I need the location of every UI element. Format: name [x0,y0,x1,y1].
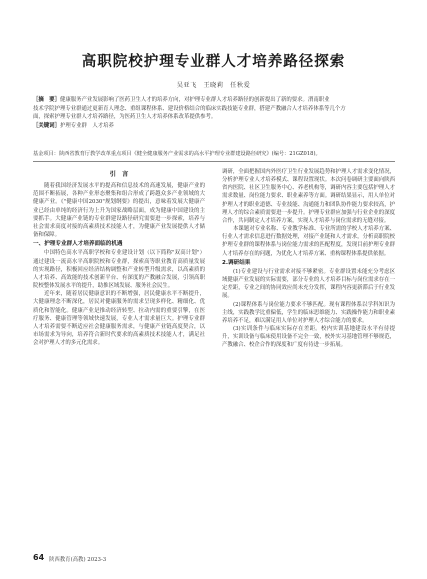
right-column-paragraph: (3)实训条件与临床实际存在差距。校内实训基地建设水平有待提升，实训设备与临床使用设备不完全一致，校外实习基地管理不够规范，产教融合、校企合作的深度和广度有待进一步拓展。 [222,325,395,349]
paper-authors: 吴亚飞 王晓莉 任秋爱 [176,82,251,89]
left-column-paragraph: 近年来，随着居民健康意识的不断增强，居民健康水平不断提升，大健康理念不断深化，居民对健康服务的需求呈现多样化、精细化、优质化和智能化。健康产业是推动经济转型、拉动内需的重要引擎，在医疗服务、健康管理等领域快速发展，专业人才需求量巨大。护理专业群人才培养需要不断适应社会健康服务需求，与健康产业链高度契合，以市场需求为导向，培养符合新时代要求的高素质技术技能人才，满足社会对护理人才的多元化需求。 [33,291,205,347]
right-column-subheading: 2.调研结果 [222,259,251,266]
left-column-heading: 引 言 [109,171,129,178]
right-column-paragraph: (2)课程体系与岗位能力要求不够匹配。现有课程体系以学科知识为主线，实践教学比重偏低，学生的临床思维能力、实践操作能力和职业素养培养不足，难以满足用人单位对护理人才综合能力的要求。 [222,301,395,324]
abstract-line-1 [33,96,395,105]
right-column [222,168,395,349]
abstract-block [33,96,395,130]
journal-name: 陕西教育(高教) 2023-3 [49,556,107,563]
right-column-paragraph: 本课题对专业名称、专业教学标准、专业所需的学校人才培养方案、行业人才需求信息进行数据处理，对接产业链和人才需求，分析高职院校护理专业群的课程体系与岗位能力需求的匹配程度，发现目前护理专业群人才培养存在的问题，为优化人才培养方案、重构课程体系提供依据。 [222,226,395,257]
keywords-line [33,122,395,131]
page-number: 64 [33,553,45,562]
right-column-paragraph: (1)专业建设与行业需求对接不够紧密。专业群设置未能充分考虑区域健康产业发展的实际需要，部分专业的人才培养目标与岗位需求存在一定差距，专业之间的协同效应尚未充分发挥，课程内容更新滞后于行业发展。 [222,268,395,300]
abstract-line-2: 技术学院护理专业群通过更新育人理念、重组课程体系、建设价格结合的临床实践技能专业群，搭建产教融合人才培养体系等几个方 [33,105,346,112]
left-column-subheading: 一、护理专业群人才培养面临的机遇 [33,241,123,248]
funding-note: 基金项目：陕西省教育厅教学改革重点项目《健全健康服务产业需求的高水平护理专业群建设路径研究》(编号：21GZ018)。 [33,151,321,157]
keywords-text: 护理专业群 人才培养 [59,122,114,129]
header-divider [33,161,395,162]
left-column-paragraph: 中国特色高水平高职学校和专业建设计划（以下简称"双高计划"）通过建设一流高水平高职院校和专业群，探索高等职业教育高质量发展的实现路径，积极回应经济结构调整和产业转型升级需求，以高素质的人才培养、高效能的技术创新平台、有深度的产教融合发展，引领高职院校整体发展水平的提升，助推区域发展、服务社会民生。 [33,250,205,290]
page-footer [33,553,395,567]
left-column [33,168,205,347]
right-column-paragraph: 调研，全面把握国内外医疗卫生行业发展趋势和护理人才需求变化情况，分析护理专业人才培养模式、课程设置现状。本次问卷调研主要面向陕西省内医院、社区卫生服务中心、养老机构等，调研内容主要包括护理人才需求数量、岗位能力要求、职业素养等方面。调研结果显示，用人单位对护理人才的职业道德、专业技能、沟通能力和团队协作能力要求较高，护理人才的综合素质需要进一步提升。护理专业群应加强与行业企业的深度合作，共同制定人才培养方案，实现人才培养与岗位需求的无缝对接。 [222,169,395,224]
keywords-label: ［关键词］ [33,122,60,129]
abstract-line-3: 面，探索护理专业群人才培养路径，为医药卫生人才培养体系改革提供参考。 [33,114,217,121]
left-column-paragraph: 随着我国经济发展水平的提高和信息技术的高速发展，健康产业的范围不断拓展，各种产业形态聚集和组合形成了跨越众多产业领域的大健康产业。《"健康中国2030"规划纲要》的提出，意味着发展大健康产业已经由单纯的经济行为上升为国家战略层面，成为健康中国建设的主要抓手。大健康产业链的专业群建设路径研究需要进一步探索，培养与社会需求高度对接的高素质技术技能人才，为健康产业发展提供人才储备和保障。 [33,183,205,239]
abstract-label: ［摘 要］ [33,97,60,103]
paper-title: 高职院校护理专业群人才培养路径探索 [81,54,346,70]
abstract-text-1: 健康服务产业发展影响了医药卫生人才的培养方向，对护理专业群人才培养路径的创新提出了新的要求。渭南职业 [59,97,330,103]
